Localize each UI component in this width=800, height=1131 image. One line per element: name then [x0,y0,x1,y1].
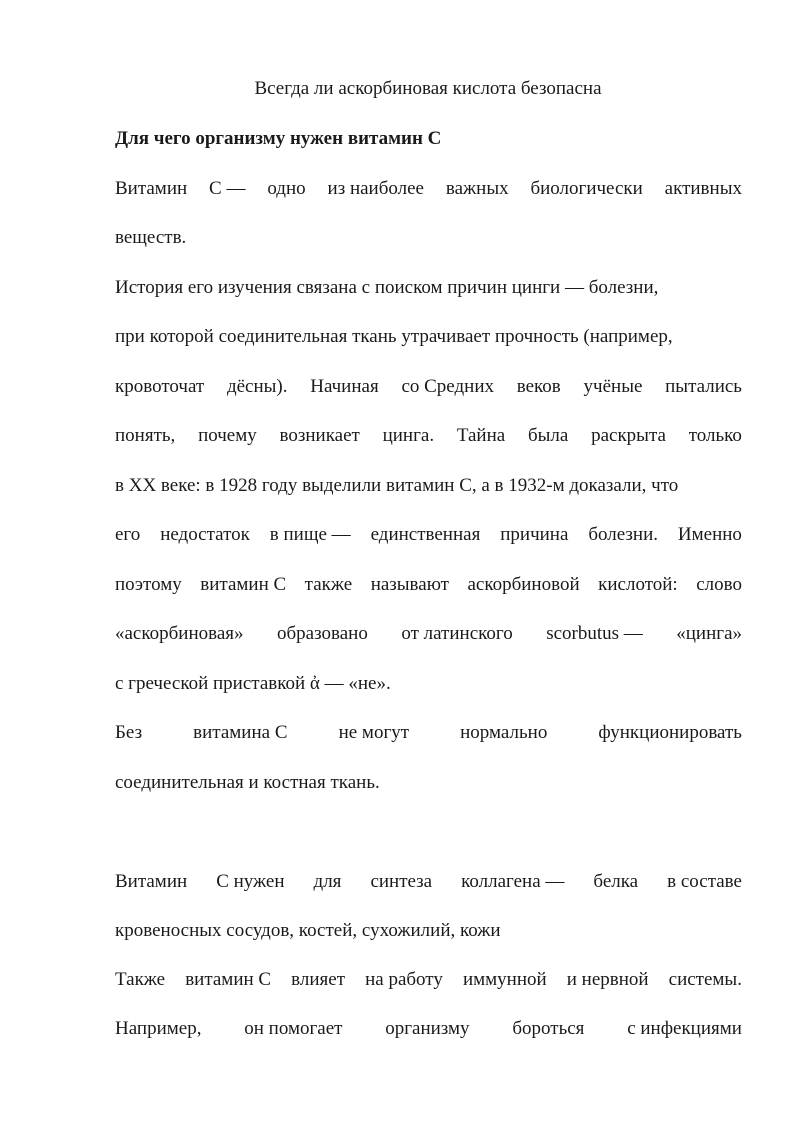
word: возникает [279,425,360,446]
word: недостаток [160,524,250,545]
document-title: Всегда ли аскорбиновая кислота безопасна [254,78,602,99]
word: понять, [115,425,176,446]
word: функционировать [598,722,742,743]
paragraph-line [115,720,742,746]
word: в пище — [269,524,351,545]
paragraph-line: кровеносных сосудов, костей, сухожилий, кожи [115,920,501,941]
word: «цинга» [676,623,742,644]
word: Витамин [115,178,188,199]
word: организму [385,1018,470,1039]
word: Именно [677,524,742,545]
paragraph-line [115,967,742,993]
word: биологически [530,178,643,199]
paragraph-line: в XX веке: в 1928 году выделили витамин C, а в 1932-м доказали, что [115,475,679,496]
paragraph-line: соединительная и костная ткань. [115,772,380,793]
word: не могут [338,722,410,743]
paragraph-line [115,572,742,598]
word: активных [664,178,742,199]
paragraph-line [115,869,742,895]
paragraph-line: при которой соединительная ткань утрачивает прочность (например, [115,326,673,347]
word: со Средних [401,376,494,397]
word: влияет [291,969,346,990]
word: причина [500,524,569,545]
word: Без [115,722,143,743]
word: Витамин [115,871,188,892]
word: из наиболее [327,178,424,199]
word: белка [593,871,639,892]
word: почему [198,425,257,446]
word: Начиная [310,376,379,397]
word: и нервной [566,969,649,990]
word: витамина С [193,722,288,743]
word: иммунной [462,969,547,990]
word: на работу [365,969,443,990]
word: «аскорбиновая» [115,623,244,644]
paragraph-line [115,423,742,449]
word: раскрыта [591,425,666,446]
word: слово [696,574,742,595]
word: также [304,574,353,595]
word: Например, [115,1018,202,1039]
paragraph-line [115,1016,742,1042]
word: коллагена — [461,871,565,892]
word: пытались [665,376,742,397]
word: С — [209,178,246,199]
word: была [527,425,569,446]
paragraph-line: История его изучения связана с поиском причин цинги — болезни, [115,277,659,298]
word: учёные [583,376,643,397]
word: поэтому [115,574,182,595]
word: называют [370,574,449,595]
paragraph-line [115,522,742,548]
word: для [313,871,342,892]
word: единственная [370,524,481,545]
paragraph-line: с греческой приставкой ἀ — «не». [115,673,391,694]
word: в составе [667,871,742,892]
word: кислотой: [598,574,678,595]
section-heading: Для чего организму нужен витамин С [115,128,442,149]
word: С нужен [216,871,285,892]
word: важных [445,178,509,199]
paragraph-line [115,374,742,400]
paragraph-line [115,176,742,202]
word: от латинского [401,623,513,644]
word: аскорбиновой [467,574,580,595]
paragraph-line [115,621,742,647]
word: болезни. [588,524,658,545]
word: витамин С [200,574,287,595]
word: синтеза [370,871,433,892]
word: системы. [668,969,742,990]
word: бороться [512,1018,585,1039]
word: веков [516,376,561,397]
word: с инфекциями [627,1018,742,1039]
word: Тайна [456,425,506,446]
word: образовано [277,623,368,644]
word: scorbutus — [546,623,643,644]
word: он помогает [244,1018,343,1039]
word: нормально [460,722,548,743]
word: только [688,425,742,446]
word: Также [115,969,166,990]
word: одно [267,178,306,199]
word: цинга. [382,425,435,446]
word: витамин С [185,969,272,990]
word: дёсны). [226,376,288,397]
word: кровоточат [115,376,205,397]
paragraph-line: веществ. [115,227,187,248]
word: его [115,524,141,545]
